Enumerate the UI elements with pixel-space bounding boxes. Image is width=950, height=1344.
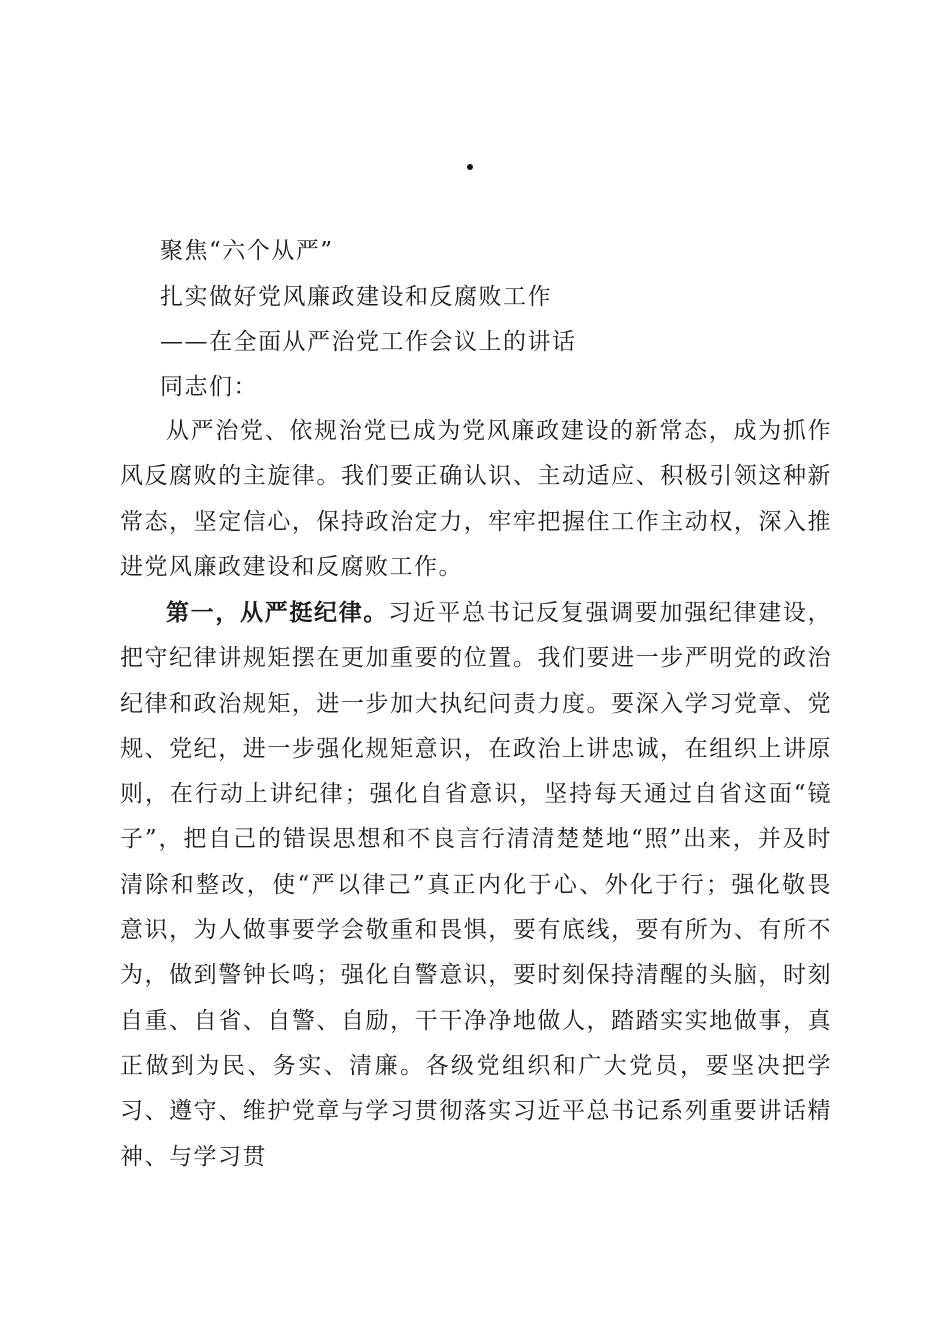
paragraph-lead: 第一，从严挺纪律。	[166, 599, 389, 626]
paragraph-body: 习近平总书记反复强调要加强纪律建设，把守纪律讲规矩摆在更加重要的位置。我们要进一步严明党的政治纪律和政治规矩，进一步加大执纪问责力度。要深入学习党章、党规、党纪，进一步强化规矩意识，在政治上讲忠诚，在组织上讲原则，在行动上讲纪律；强化自省意识，坚持每天通过自省这面“镜子”，把自己的错误思想和不良言行清清楚楚地“照”出来，并及时清除和整改，使“严以律己”真正内化于心、外化于行；强化敬畏意识，为人做事要学会敬重和畏惧，要有底线，要有所为、有所不为，做到警钟长鸣；强化自警意识，要时刻保持清醒的头脑，时刻自重、自省、自警、自励，干干净净地做人，踏踏实实地做事，真正做到为民、务实、清廉。各级党组织和广大党员，要坚决把学习、遵守、维护党章与学习贯彻落实习近平总书记系列重要讲话精神、与学习贯	[120, 600, 833, 1170]
header-dot	[467, 164, 473, 170]
title-line-2: 扎实做好党风廉政建设和反腐败工作	[160, 284, 552, 310]
title-line-1: 聚焦“六个从严”	[160, 238, 334, 264]
paragraph-discipline	[120, 590, 832, 1180]
salutation: 同志们：	[160, 374, 258, 400]
speech-subtitle: ——在全面从严治党工作会议上的讲话	[160, 329, 577, 355]
paragraph-intro: 从严治党、依规治党已成为党风廉政建设的新常态，成为抓作风反腐败的主旋律。我们要正确认识、主动适应、积极引领这种新常态，坚定信心，保持政治定力，牢牢把握住工作主动权，深入推进党风廉政建设和反腐败工作。	[120, 418, 832, 580]
